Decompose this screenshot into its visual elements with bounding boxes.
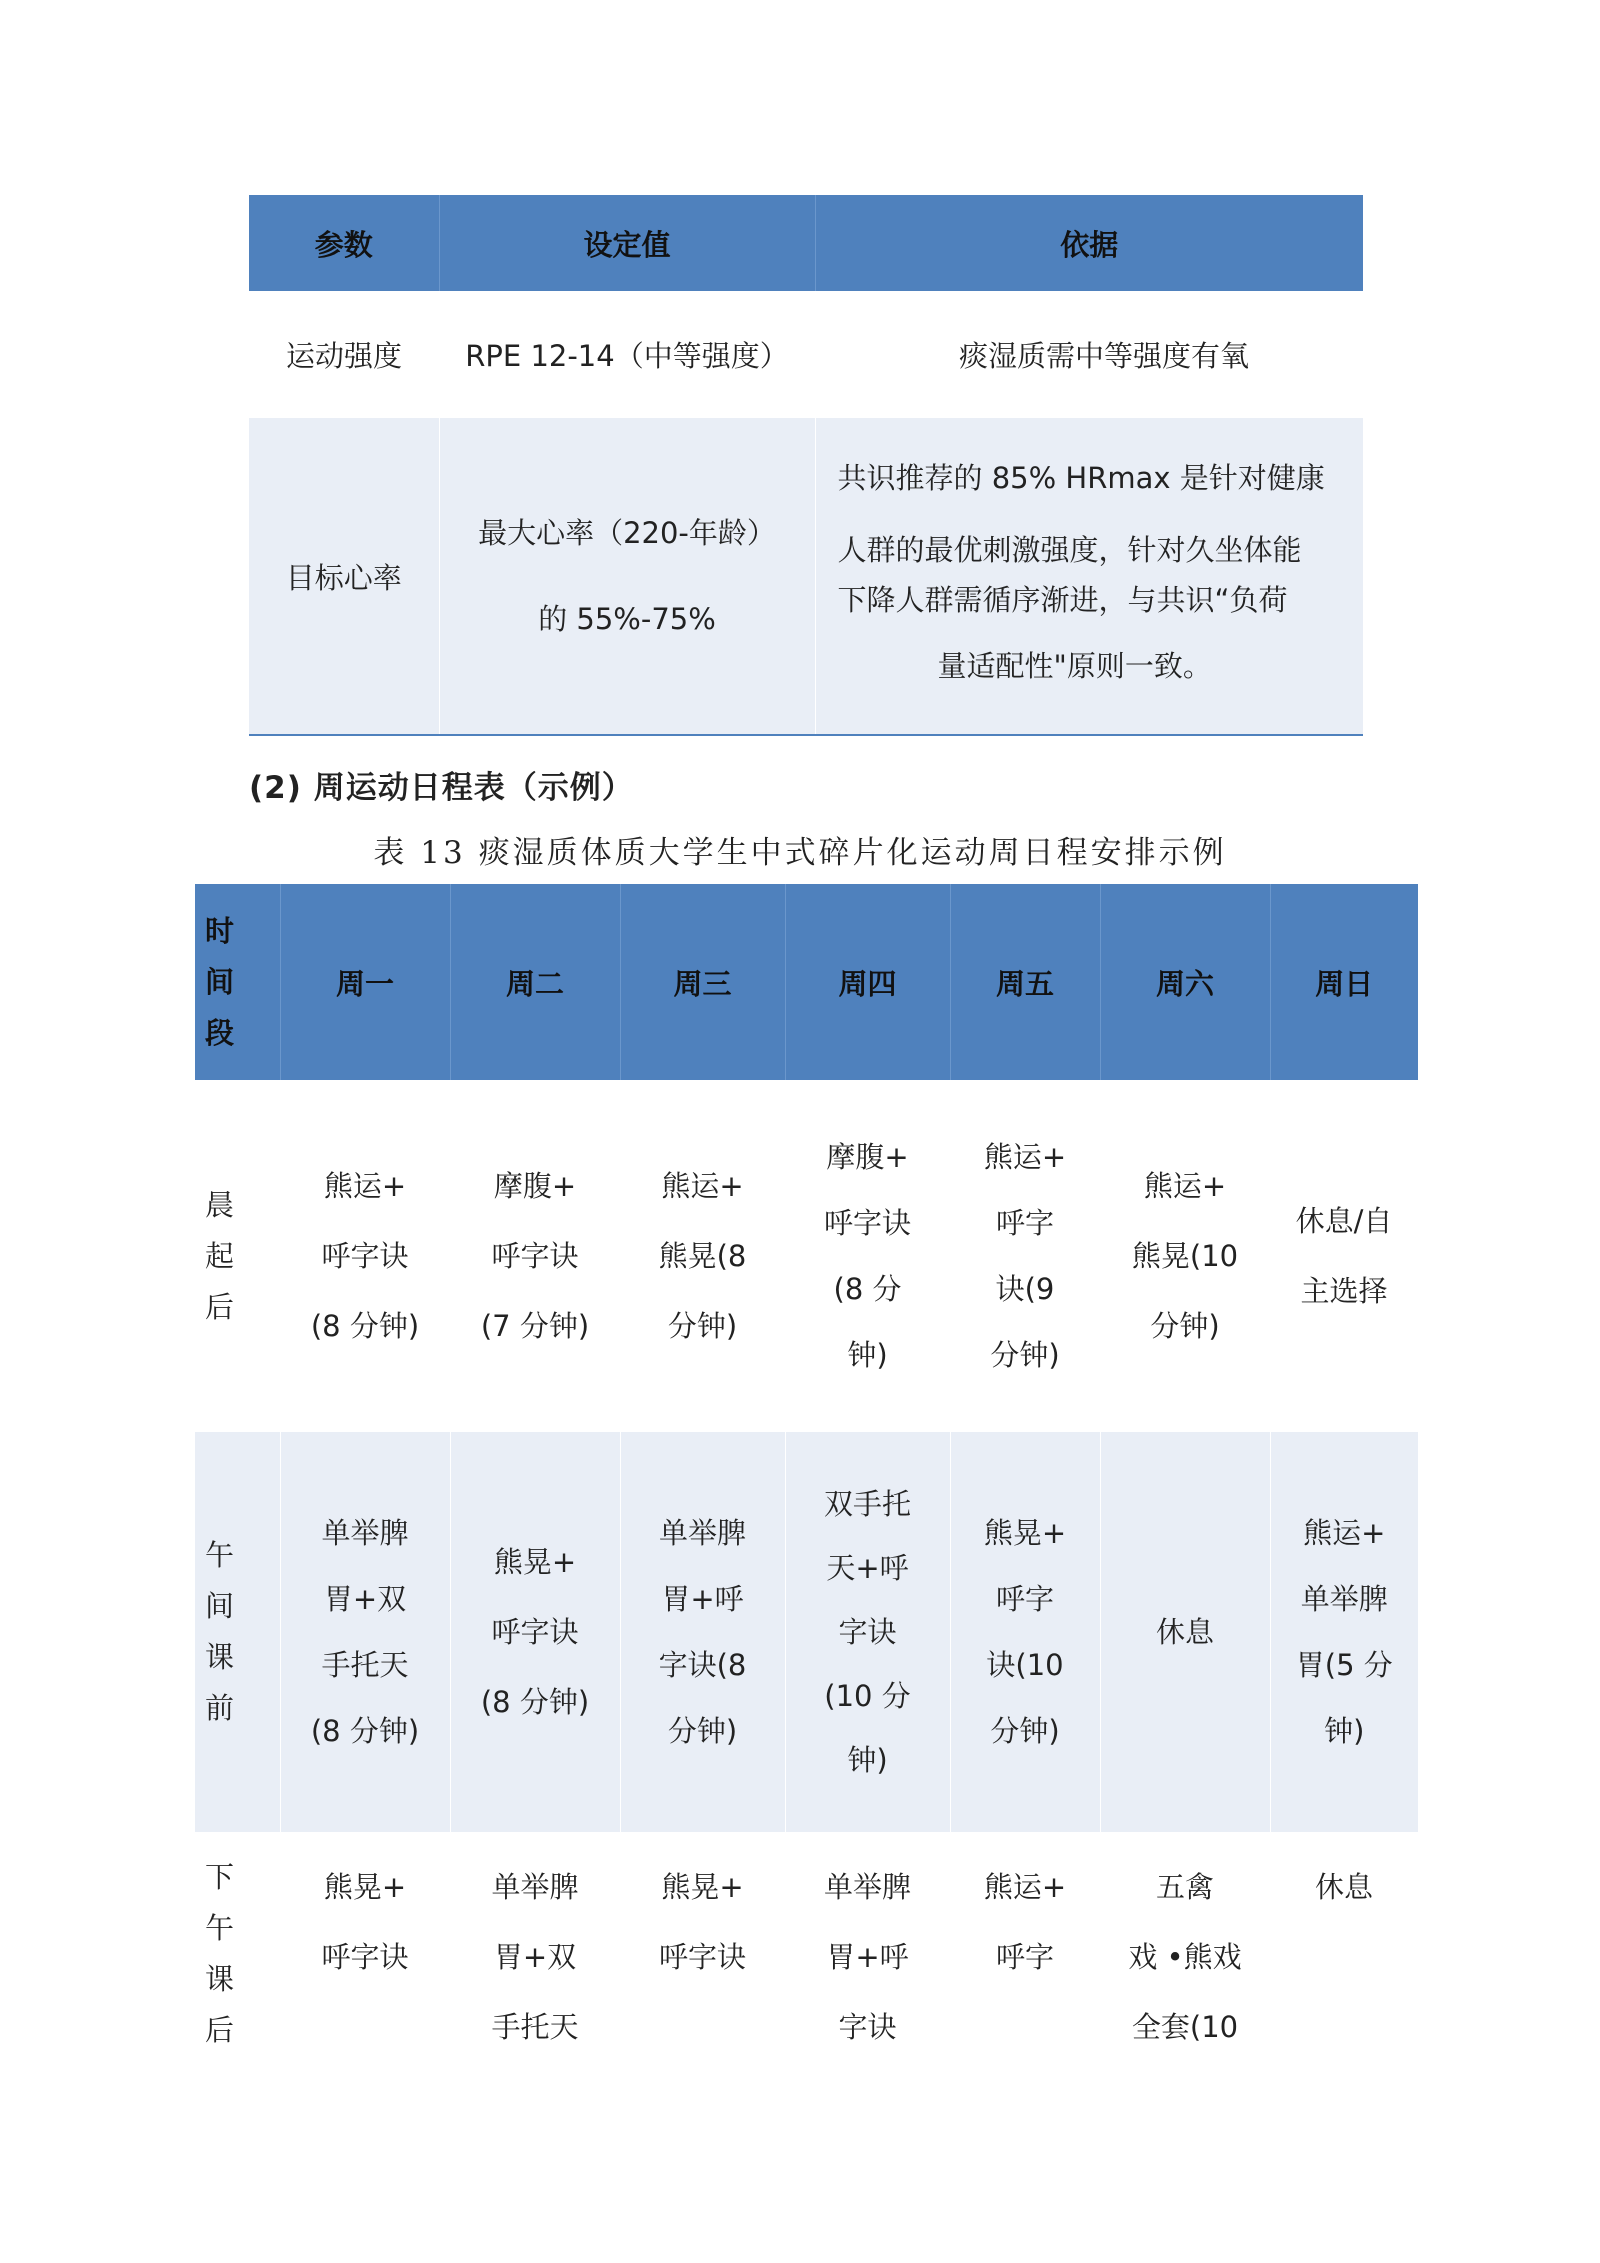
cell-line: 共识推荐的 85% HRmax 是针对健康 [837, 461, 1325, 495]
period-cell [195, 1432, 280, 1832]
cell-line: 熊运+ [323, 1169, 407, 1203]
cell-line: (8 分 [833, 1272, 902, 1306]
header-cell-period [195, 884, 280, 1080]
header-cell: 周一 [280, 884, 450, 1080]
header-cell: 周五 [950, 884, 1100, 1080]
schedule-cell [620, 1832, 785, 2090]
table-row [249, 291, 1363, 418]
value-cell [439, 291, 815, 418]
period-char: 段 [205, 1015, 235, 1050]
header-cell: 周三 [620, 884, 785, 1080]
period-char: 晨 [205, 1187, 235, 1222]
cell-line: 熊晃+ [323, 1870, 407, 1904]
cell-line: 的 55%-75% [538, 602, 716, 636]
basis-cell [815, 418, 1363, 735]
cell-line: (10 分 [824, 1679, 911, 1713]
cell-line: 呼字诀 [321, 1239, 409, 1273]
cell-line: 天+呼 [826, 1551, 909, 1585]
cell-line: 单举脾 [321, 1516, 409, 1550]
cell-line: 分钟) [667, 1309, 738, 1343]
schedule-cell [785, 1832, 950, 2090]
cell-line: 呼字 [995, 1582, 1054, 1616]
schedule-cell [950, 1080, 1100, 1432]
basis-cell [815, 291, 1363, 418]
cell-line: 钟) [847, 1743, 888, 1777]
cell-line: 分钟) [990, 1714, 1060, 1748]
period-char: 起 [205, 1238, 235, 1273]
header-cell: 参数 [249, 195, 439, 291]
value-cell [439, 418, 815, 735]
cell-line: 熊运+ [661, 1169, 744, 1203]
table-caption: 表 13 痰湿质体质大学生中式碎片化运动周日程安排示例 [373, 835, 1227, 871]
cell-line: 胃+呼 [826, 1940, 909, 1974]
schedule-cell [620, 1432, 785, 1832]
cell-line: 最大心率（220-年龄） [478, 516, 776, 550]
cell-line: 熊晃+ [493, 1545, 577, 1579]
cell-line: 呼字诀 [491, 1239, 579, 1273]
period-char: 时 [205, 913, 235, 948]
period-char: 午 [205, 1911, 235, 1945]
cell-line: 胃(5 分 [1295, 1648, 1393, 1682]
schedule-cell [450, 1080, 620, 1432]
cell-line: (8 分钟) [310, 1714, 420, 1748]
cell-line: 熊晃+ [661, 1870, 744, 1904]
cell-line: 手托天 [491, 2010, 579, 2044]
schedule-cell [1100, 1832, 1270, 2090]
weekly-schedule-table [195, 884, 1418, 2090]
period-char: 午 [205, 1538, 235, 1572]
cell-line: 休息 [1155, 1615, 1214, 1649]
cell-line: 摩腹+ [493, 1169, 577, 1203]
period-char: 间 [205, 964, 235, 999]
cell-line: 钟) [847, 1338, 888, 1372]
cell-line: 分钟) [667, 1714, 738, 1748]
cell-line: 分钟) [1150, 1309, 1220, 1343]
cell-line: (8 分钟) [480, 1685, 590, 1719]
period-char: 前 [205, 1691, 235, 1725]
parameter-table-header [249, 195, 1363, 291]
period-char: 下 [205, 1860, 235, 1894]
header-cell: 周二 [450, 884, 620, 1080]
table-row [195, 1832, 1418, 2090]
header-cell: 设定值 [439, 195, 815, 291]
section-subheading: (2) 周运动日程表（示例） [249, 770, 634, 806]
header-cell: 周四 [785, 884, 950, 1080]
schedule-cell [1100, 1432, 1270, 1832]
schedule-cell [1270, 1432, 1418, 1832]
period-char: 间 [205, 1589, 235, 1623]
schedule-cell [1100, 1080, 1270, 1432]
schedule-cell [950, 1432, 1100, 1832]
cell-line: 字诀 [838, 2010, 897, 2044]
cell-line: 人群的最优刺激强度，针对久坐体能 [837, 533, 1302, 567]
cell-line: (8 分钟) [310, 1309, 420, 1343]
schedule-cell [1270, 1080, 1418, 1432]
cell-line: 熊运+ [1143, 1169, 1227, 1203]
table-row [249, 418, 1363, 735]
param-cell: 目标心率 [249, 418, 439, 735]
cell-line: 熊晃(10 [1131, 1239, 1239, 1273]
schedule-cell [1270, 1832, 1418, 2090]
cell-line: 单举脾 [491, 1870, 579, 1904]
schedule-body [195, 1080, 1418, 2090]
cell-line: 五禽 [1155, 1870, 1214, 1904]
cell-line: 全套(10 [1131, 2010, 1239, 2044]
cell-line: 量适配性"原则一致。 [937, 649, 1212, 683]
cell-line: 分钟) [990, 1338, 1060, 1372]
period-vertical-text [205, 906, 280, 1059]
cell-line: 熊晃(8 [658, 1239, 747, 1273]
cell-line: 呼字诀 [658, 1940, 746, 1974]
cell-line: 呼字诀 [491, 1615, 579, 1649]
schedule-cell [620, 1080, 785, 1432]
schedule-cell [280, 1432, 450, 1832]
cell-line: 呼字 [995, 1940, 1054, 1974]
schedule-cell [785, 1432, 950, 1832]
cell-line: 主选择 [1300, 1274, 1388, 1308]
table-row [195, 1080, 1418, 1432]
schedule-cell [280, 1832, 450, 2090]
cell-line: 熊运+ [1303, 1516, 1386, 1550]
cell-line: 戏 •熊戏 [1128, 1940, 1242, 1974]
header-cell: 周六 [1100, 884, 1270, 1080]
period-char: 后 [205, 2013, 235, 2047]
cell-line: 双手托 [823, 1487, 911, 1521]
cell-line: 呼字诀 [823, 1206, 911, 1240]
period-char: 后 [205, 1289, 235, 1324]
cell-line: 钟) [1324, 1714, 1365, 1748]
header-cell: 周日 [1270, 884, 1418, 1080]
period-char: 课 [205, 1640, 235, 1674]
cell-line: 手托天 [321, 1648, 409, 1682]
header-cell: 依据 [815, 195, 1363, 291]
schedule-header [195, 884, 1418, 1080]
param-cell: 运动强度 [249, 291, 439, 418]
schedule-cell [450, 1432, 620, 1832]
cell-line: 痰湿质需中等强度有氧 [958, 339, 1249, 373]
cell-line: 休息 [1314, 1870, 1373, 1904]
schedule-cell [950, 1832, 1100, 2090]
period-cell [195, 1080, 280, 1432]
cell-line: 熊晃+ [983, 1516, 1067, 1550]
cell-line: 胃+呼 [661, 1582, 744, 1616]
cell-line: 单举脾 [658, 1516, 746, 1550]
schedule-cell [785, 1080, 950, 1432]
cell-line: 熊运+ [983, 1870, 1067, 1904]
cell-line: 单举脾 [823, 1870, 911, 1904]
period-cell [195, 1832, 280, 2090]
cell-line: 熊运+ [983, 1140, 1067, 1174]
cell-line: 呼字 [995, 1206, 1054, 1240]
cell-line: 字诀 [838, 1615, 897, 1649]
cell-line: 休息/自 [1295, 1204, 1393, 1238]
cell-line: 胃+双 [493, 1940, 577, 1974]
schedule-cell [280, 1080, 450, 1432]
cell-line: 诀(9 [995, 1272, 1055, 1306]
cell-line: 下降人群需循序渐进，与共识“负荷 [837, 583, 1288, 617]
cell-line: (7 分钟) [480, 1309, 590, 1343]
table-row [195, 1432, 1418, 1832]
parameter-table [249, 195, 1363, 736]
schedule-cell [450, 1832, 620, 2090]
cell-line: 单举脾 [1300, 1582, 1388, 1616]
cell-line: RPE 12-14（中等强度） [465, 339, 789, 373]
cell-line: 胃+双 [323, 1582, 407, 1616]
cell-line: 字诀(8 [658, 1648, 747, 1682]
period-char: 课 [205, 1962, 235, 1996]
cell-line: 诀(10 [986, 1648, 1064, 1682]
cell-line: 摩腹+ [826, 1140, 909, 1174]
cell-line: 呼字诀 [321, 1940, 409, 1974]
